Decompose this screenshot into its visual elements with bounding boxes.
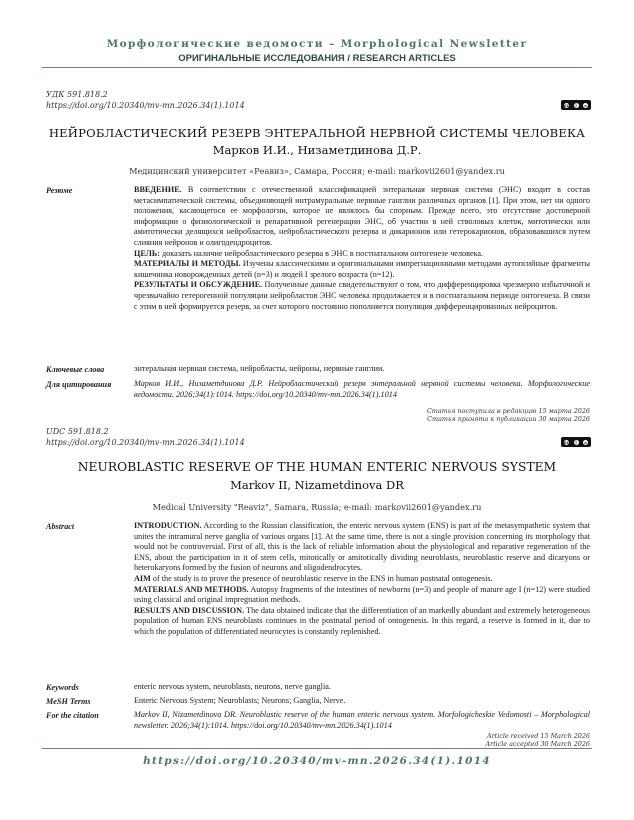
- abstract-ru: [134, 185, 590, 312]
- intro-en: INTRODUCTION. According to the Russian classification, the enteric nervous system (ENS) is part of the metasympathetic system that unites the intramural nerve ganglia of various organs [1]. At the same time, there is not a single provision concerning its morphology that would not be controversial. First of all, this is the lack of reliable information about the physiological and reparative regeneration of the ENS, about the participation in it of stem cells, mitotically or amitotically dividing neuroblasts, neuroblastic reserve and dicaryons or heterokaryons formed by the fusion of neurons and oligodendrocytes.: [134, 521, 590, 573]
- mesh-en: Enteric Nervous System; Neuroblasts; Neurons; Ganglia, Nerve.: [134, 696, 346, 705]
- received-en: Article received 15 March 2026: [486, 732, 590, 740]
- abstract-en: [134, 521, 590, 638]
- header-divider: [42, 67, 592, 68]
- keywords-label-en: Keywords: [46, 683, 79, 692]
- doi-link-en[interactable]: https://doi.org/10.20340/mv-mn.2026.34(1).1014: [46, 438, 245, 447]
- methods-ru: МАТЕРИАЛЫ И МЕТОДЫ. Изучены классическими и оригинальными импрегнационными методами аутопсийные фрагменты кишечника новорожденных детей (n=3) и людей I зрелого возраста (n=12).: [134, 259, 590, 279]
- keywords-ru: энтеральная нервная система, нейробласты, нейроны, нервные ганглии.: [134, 364, 385, 373]
- accepted-en: Article accepted 30 March 2026: [485, 740, 590, 748]
- keywords-en: enteric nervous system, neuroblasts, neurons, nerve ganglia.: [134, 682, 331, 691]
- intro-ru: ВВЕДЕНИЕ. В соответствии с отечественной классификацией энтеральная нервная система (ЭНС) входит в состав метасимпатической системы, объединяющей интрамуральные нервные ганглии различных органов [1]. При этом, нет ни одного положения, касающегося ее морфологии, которое не являлось бы спорным. Прежде всего, это отсутствие достоверной информации о физиологической и репаративной регенерации ЭНС, об участии в ней стволовых клеток, митотически или амитотически делящихся нейробластов, нейробластического резерва и дикарионов или гетерокарионов, образовавшихся путем слияния нейронов и олигодендроцитов.: [134, 185, 590, 247]
- article-title-en: NEUROBLASTIC RESERVE OF THE HUMAN ENTERIC NERVOUS SYSTEM: [77, 460, 557, 474]
- received-ru: Статья поступила в редакцию 15 марта 2026: [426, 407, 590, 415]
- footer-doi-link[interactable]: https://doi.org/10.20340/mv-mn.2026.34(1).1014: [143, 755, 491, 767]
- citation-en: Markov II, Nizametdinova DR. Neuroblastic reserve of the human enteric nervous system. Morfologicheskie Vedomosti – Morphological newsletter. 2026;34(1):1014. https://doi.org/10.20340/mv-mn.2026.34(1).1014: [134, 710, 590, 730]
- cc-by-icon[interactable]: cc i =: [561, 100, 591, 110]
- udc-ru: УДК 591.818.2: [46, 90, 108, 99]
- results-en: RESULTS AND DISCUSSION. The data obtained indicate that the differentiation of an markedly abundant and extremely heterogeneous population of human ENS neuroblasts continues in the postnatal period of ontogenesis. In this regard, a reserve is formed in it, due to which the population of differentiated neurocytes is constantly replenished.: [134, 605, 591, 636]
- cc-by-icon[interactable]: cc i =: [561, 437, 591, 447]
- authors-ru: Марков И.И., Низаметдинова Д.Р.: [212, 143, 422, 157]
- journal-title: Морфологические ведомости – Morphological Newsletter: [106, 38, 528, 50]
- authors-en: Markov II, Nizametdinova DR: [230, 478, 404, 492]
- doi-link-ru[interactable]: https://doi.org/10.20340/mv-mn.2026.34(1).1014: [46, 101, 245, 110]
- accepted-ru: Статья принята к публикации 30 марта 2026: [427, 415, 590, 423]
- aim-en: AIM of the study is to prove the presence of neuroblastic reserve in the ENS in human postnatal ontogenesis.: [134, 573, 493, 583]
- article-title-ru: НЕЙРОБЛАСТИЧЕСКИЙ РЕЗЕРВ ЭНТЕРАЛЬНОЙ НЕРВНОЙ СИСТЕМЫ ЧЕЛОВЕКА: [48, 126, 586, 140]
- keywords-label-ru: Ключевые слова: [46, 365, 105, 374]
- cite-label-ru: Для цитирования: [46, 380, 112, 389]
- abstract-label-ru: Резюме: [46, 186, 73, 195]
- footer-divider: [42, 748, 592, 749]
- affiliation-en: Medical University "Reaviz", Samara, Russia; e-mail: markovii2601@yandex.ru: [152, 502, 482, 512]
- cite-label-en: For the citation: [46, 711, 99, 720]
- affiliation-ru: Медицинский университет «Реавиз», Самара, Россия; e-mail: markovii2601@yandex.ru: [129, 166, 505, 176]
- methods-en: MATERIALS AND METHODS. Autopsy fragments of the intestines of newborns (n=3) and people of mature age I (n=12) were studied using classical and original impregnation methods.: [134, 584, 590, 605]
- aim-ru: ЦЕЛЬ: доказать наличие нейробластического резерва в ЭНС в постнатальном онтогенезе человека.: [134, 248, 484, 258]
- citation-ru: Марков И.И., Низаметдинова Д.Р. Нейробластический резерв энтеральной нервной системы человека. Морфологические ведомости. 2026;34(1):1014. https://doi.org/10.20340/mv-mn.2026.34(1).1014: [134, 379, 590, 399]
- abstract-label-en: Abstract: [46, 522, 75, 531]
- section-title: ОРИГИНАЛЬНЫЕ ИССЛЕДОВАНИЯ / RESEARCH ARTICLES: [178, 53, 456, 64]
- results-ru: РЕЗУЛЬТАТЫ И ОБСУЖДЕНИЕ. Полученные данные свидетельствуют о том, что дифференцировка чрезмерно избыточной и чрезвычайно гетерогенной популяции нейробластов ЭНС человека продолжается и в постнатальном периоде онтогенеза. В связи с этим в ней формируется резерв, за счет которого постоянно пополняется популяция дифференцированных нейроцитов.: [134, 280, 591, 311]
- udc-en: UDC 591.818.2: [46, 427, 109, 436]
- mesh-label-en: MeSH Terms: [46, 697, 91, 706]
